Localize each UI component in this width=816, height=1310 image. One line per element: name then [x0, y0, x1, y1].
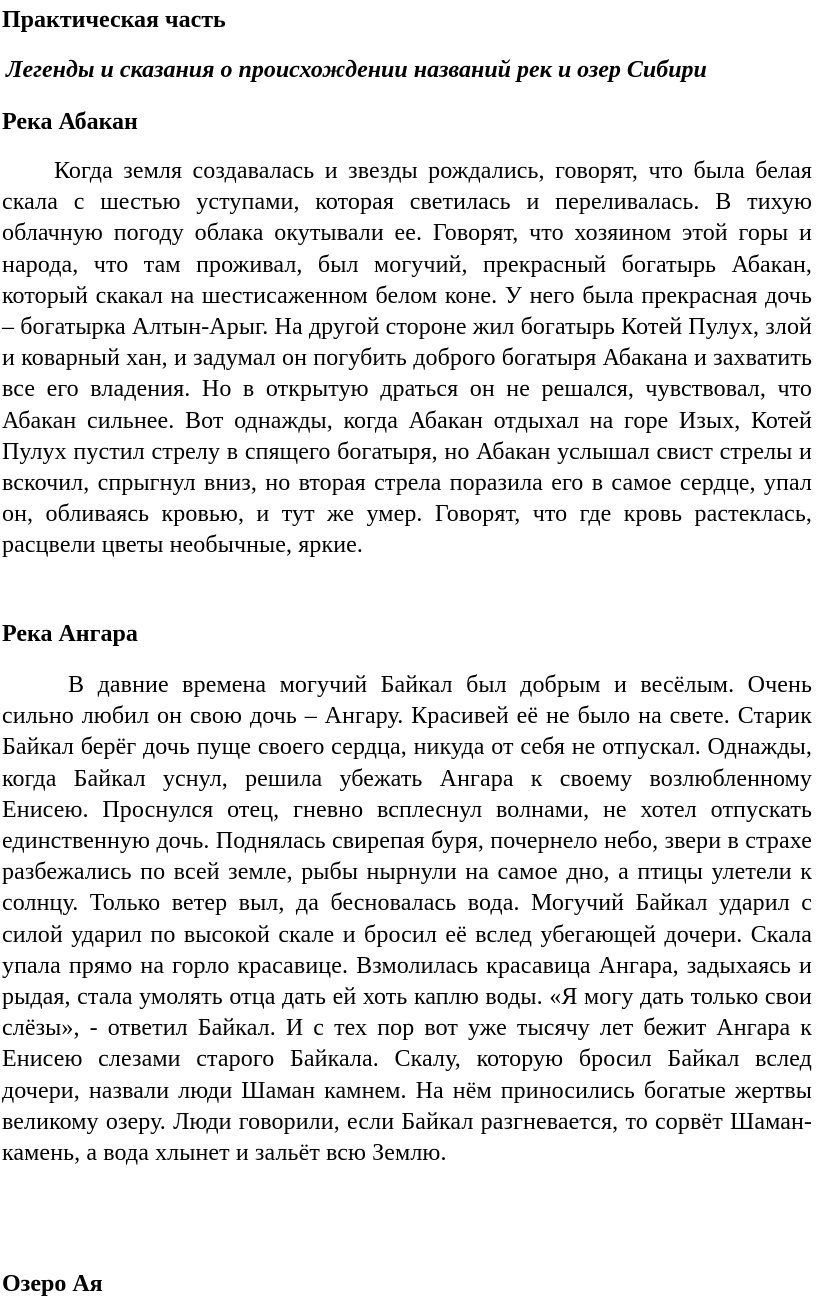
paragraph-angara-river: В давние времена могучий Байкал был добрым и весёлым. Очень сильно любил он свою дочь – Ангару. Красивей её не было на свете. Старик Байкал берёг дочь пуще своего сердца, никуда от себя не отпускал. Однажды, когда Байкал уснул, решила убежать Ангара к своему возлюбленному Енисею. Проснулся отец, гневно всплеснул волнами, не хотел отпускать единственную дочь. Поднялась свирепая буря, почернело небо, звери в страхе разбежались по всей земле, рыбы нырнули на самое дно, а птицы улетели к солнцу. Только ветер выл, да бесновалась вода. Могучий Байкал ударил с силой ударил по высокой скале и бросил её вслед убегающей дочери. Скала упала прямо на горло красавице. Взмолилась красавица Ангара, задыхаясь и рыдая, стала умолять отца дать ей хоть каплю воды. «Я могу дать только свои слёзы», - ответил Байкал. И с тех пор вот уже тысячу лет бежит Ангара к Енисею слезами старого Байкала. Скалу, которую бросил Байкал вслед дочери, назвали люди Шаман камнем. На нём приносились богатые жертвы великому озеру. Люди говорили, если Байкал разгневается, то сорвёт Шаман-камень, а вода хлынет и зальёт всю Землю.	[2, 672, 812, 1167]
paragraph-abakan-river: Когда земля создавалась и звезды рождались, говорят, что была белая скала с шестью уступами, которая светилась и переливалась. В тихую облачную погоду облака окутывали ее. Говорят, что хозяином этой горы и народа, что там проживал, был могучий, прекрасный богатырь Абакан, который скакал на шестисаженном белом коне. У него была прекрасная дочь – богатырка Алтын-Арыг. На другой стороне жил богатырь Котей Пулух, злой и коварный хан, и задумал он погубить доброго богатыря Абакана и захватить все его владения. Но в открытую драться он не решался, чувствовал, что Абакан сильнее. Вот однажды, когда Абакан отдыхал на горе Изых, Котей Пулух пустил стрелу в спящего богатыря, но Абакан услышал свист стрелы и вскочил, спрыгнул вниз, но вторая стрела поразила его в самое сердце, упал он, обливаясь кровью, и тут же умер. Говорят, что где кровь растеклась, расцвели цветы необычные, яркие.	[2, 158, 812, 559]
heading-angara-river: Река Ангара	[2, 621, 138, 647]
heading-abakan-river: Река Абакан	[2, 109, 138, 135]
heading-aya-lake: Озеро Ая	[2, 1271, 103, 1297]
document-subtitle: Легенды и сказания о происхождении названий рек и озер Сибири	[6, 57, 707, 83]
section-title: Практическая часть	[2, 7, 226, 33]
